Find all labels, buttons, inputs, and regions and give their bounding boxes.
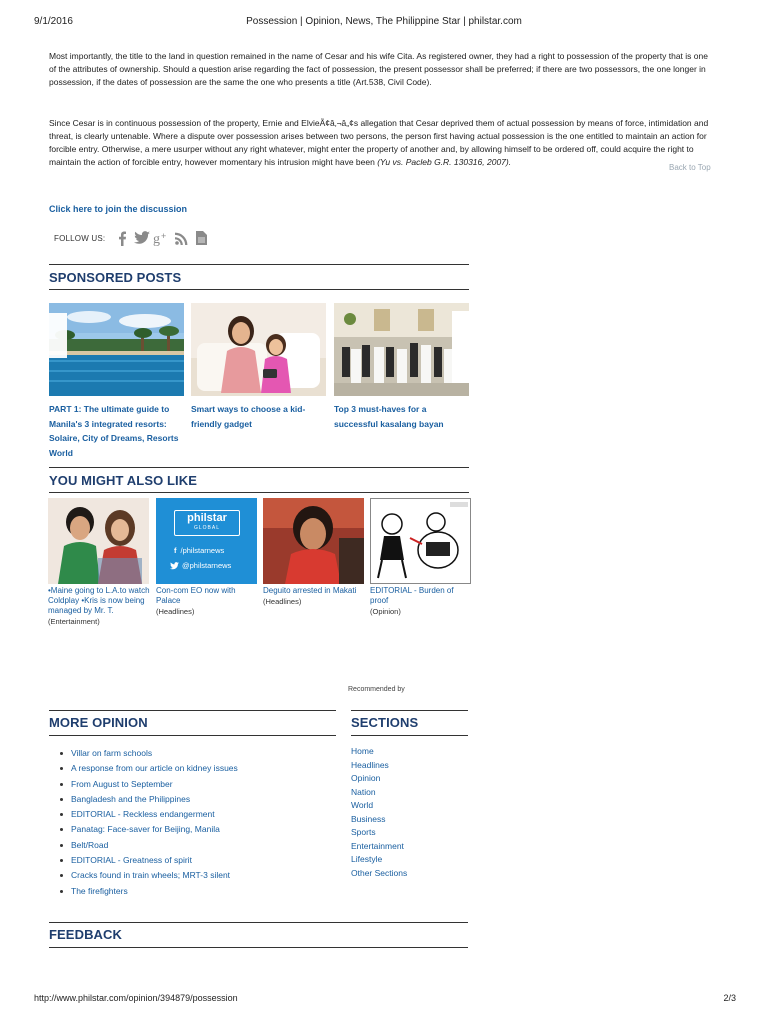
- recommended-card[interactable]: [263, 498, 365, 607]
- opinion-link[interactable]: Belt/Road: [60, 838, 238, 853]
- recommended-by-label[interactable]: Recommended by: [348, 686, 405, 693]
- promo-twitter: [170, 561, 231, 570]
- more-opinion-bottom-rule: [49, 735, 336, 736]
- article-citation: (Yu vs. Pacleb G.R. 130316, 2007).: [377, 157, 512, 167]
- promo-twitter-handle: @philstarnews: [182, 561, 232, 570]
- back-to-top-link[interactable]: Back to Top: [669, 163, 711, 172]
- section-link[interactable]: Business: [351, 813, 386, 824]
- mother-child-image[interactable]: [191, 303, 326, 396]
- follow-us-bar: [54, 228, 213, 248]
- opinion-link[interactable]: EDITORIAL - Greatness of spirit: [60, 853, 238, 868]
- sponsored-card[interactable]: [191, 303, 326, 431]
- article-paragraph-2: [49, 117, 715, 169]
- page-url: http://www.philstar.com/opinion/394879/possession: [34, 993, 238, 1003]
- recommended-card[interactable]: [48, 498, 150, 627]
- section-link[interactable]: Headlines: [351, 759, 389, 770]
- svg-text:g: g: [153, 231, 161, 246]
- document-icon[interactable]: [193, 230, 210, 247]
- opinion-link[interactable]: Bangladesh and the Philippines: [60, 792, 238, 807]
- philstar-logo: [174, 510, 240, 536]
- more-opinion-list: [60, 746, 238, 899]
- feedback-bottom-rule: [49, 947, 468, 948]
- sections-heading: SECTIONS: [351, 715, 419, 730]
- sections-bottom-rule: [351, 735, 468, 736]
- twitter-icon[interactable]: [133, 230, 150, 247]
- also-like-heading: YOU MIGHT ALSO LIKE: [49, 473, 198, 488]
- opinion-link[interactable]: The firefighters: [60, 884, 238, 899]
- print-date: 9/1/2016: [34, 16, 73, 27]
- also-like-bottom-rule: [49, 492, 469, 493]
- svg-text:+: +: [161, 230, 167, 241]
- opinion-link[interactable]: Villar on farm schools: [60, 746, 238, 761]
- resort-pool-image[interactable]: [49, 303, 184, 396]
- section-link[interactable]: Lifestyle: [351, 854, 383, 864]
- sponsored-heading: SPONSORED POSTS: [49, 270, 182, 285]
- join-discussion-link[interactable]: Click here to join the discussion: [49, 204, 188, 214]
- recommended-category: (Headlines): [263, 597, 302, 606]
- promo-facebook-handle: /philstarnews: [180, 546, 225, 555]
- opinion-link[interactable]: From August to September: [60, 777, 238, 792]
- recommended-category: (Entertainment): [48, 617, 100, 626]
- editorial-cartoon-image[interactable]: [370, 498, 471, 584]
- sponsored-bottom-rule: [49, 289, 469, 290]
- recommended-title[interactable]: EDITORIAL - Burden of proof: [370, 586, 454, 605]
- section-link[interactable]: Sports: [351, 827, 376, 837]
- recommended-title[interactable]: •Maine going to L.A.to watch Coldplay •Kris is now being managed by Mr. T.: [48, 586, 150, 615]
- recommended-category: (Opinion): [370, 607, 401, 616]
- facebook-icon[interactable]: [113, 230, 130, 247]
- sponsored-top-rule: [49, 264, 469, 265]
- section-link[interactable]: Nation: [351, 786, 376, 797]
- more-opinion-top-rule: [49, 710, 336, 711]
- feedback-top-rule: [49, 922, 468, 923]
- recommended-card[interactable]: [370, 498, 472, 617]
- facebook-icon: f: [174, 546, 177, 555]
- section-link[interactable]: Other Sections: [351, 867, 408, 878]
- page-number: 2/3: [723, 993, 736, 1003]
- also-like-top-rule: [49, 467, 469, 468]
- feedback-heading: FEEDBACK: [49, 927, 123, 942]
- opinion-link[interactable]: EDITORIAL - Reckless endangerment: [60, 807, 238, 822]
- rss-icon[interactable]: [173, 230, 190, 247]
- sponsored-card[interactable]: [334, 303, 469, 431]
- sections-top-rule: [351, 710, 468, 711]
- section-link[interactable]: Opinion: [351, 773, 381, 783]
- twitter-icon: [170, 562, 179, 570]
- article-paragraph-2-text: Since Cesar is in continuous possession of the property, Ernie and ElvieÃ¢â‚¬â„¢s allegation that Cesar deprived them of actual possession by means of force, intimidation and threat, is clearly untenable. Where a dispute over possession arises between two persons, the person first having actual possession is the one entitled to maintain an action for forcible entry. Otherwise, a mere usurper without any right whatever, might enter the property of another and, by allowing himself to be ordered off, could acquire the right to maintain the action of forcible entry, however momentary his intrusion might have been: [49, 118, 709, 167]
- section-link[interactable]: World: [351, 800, 374, 810]
- sponsored-caption[interactable]: Smart ways to choose a kid-friendly gadget: [191, 404, 306, 429]
- philstar-brand: philstar: [187, 512, 227, 524]
- opinion-link[interactable]: A response from our article on kidney issues: [60, 761, 238, 776]
- mass-wedding-image[interactable]: [334, 303, 469, 396]
- sponsored-caption[interactable]: PART 1: The ultimate guide to Manila's 3 integrated resorts: Solaire, City of Dreams, Resorts World: [49, 404, 179, 458]
- recommended-category: (Headlines): [156, 607, 195, 616]
- recommended-title[interactable]: Con-com EO now with Palace: [156, 586, 236, 605]
- page-title: Possession | Opinion, News, The Philippine Star | philstar.com: [246, 16, 522, 27]
- section-link[interactable]: Entertainment: [351, 840, 404, 851]
- more-opinion-heading: MORE OPINION: [49, 715, 148, 730]
- follow-us-label: FOLLOW US:: [54, 233, 106, 243]
- philstar-brand-sub: GLOBAL: [193, 525, 220, 531]
- sponsored-card[interactable]: [49, 303, 184, 460]
- recommended-title[interactable]: Deguito arrested in Makati: [263, 586, 357, 595]
- sections-list: [351, 745, 407, 880]
- deguito-arrest-image[interactable]: [263, 498, 364, 584]
- google-plus-icon[interactable]: [153, 230, 170, 247]
- recommended-card[interactable]: [156, 498, 258, 617]
- promo-facebook: [174, 546, 224, 555]
- article-paragraph-1: Most importantly, the title to the land in question remained in the name of Cesar and his wife Cita. As registered owner, they had a right to possession of the property that is one of the attributes of ownership. Should a question arise regarding the fact of possession, the present possessor shall be preferred; if there are two possessors, the one longer in possession, if the dates of possession are the same the one who presents a title (Art.538, Civil Code).: [49, 51, 708, 87]
- opinion-link[interactable]: Cracks found in train wheels; MRT-3 silent: [60, 868, 238, 883]
- sponsored-caption[interactable]: Top 3 must-haves for a successful kasalang bayan: [334, 404, 444, 429]
- philstar-promo-image[interactable]: [156, 498, 257, 584]
- opinion-link[interactable]: Panatag: Face-saver for Beijing, Manila: [60, 822, 238, 837]
- celebrity-couple-image[interactable]: [48, 498, 149, 584]
- section-link[interactable]: Home: [351, 746, 374, 756]
